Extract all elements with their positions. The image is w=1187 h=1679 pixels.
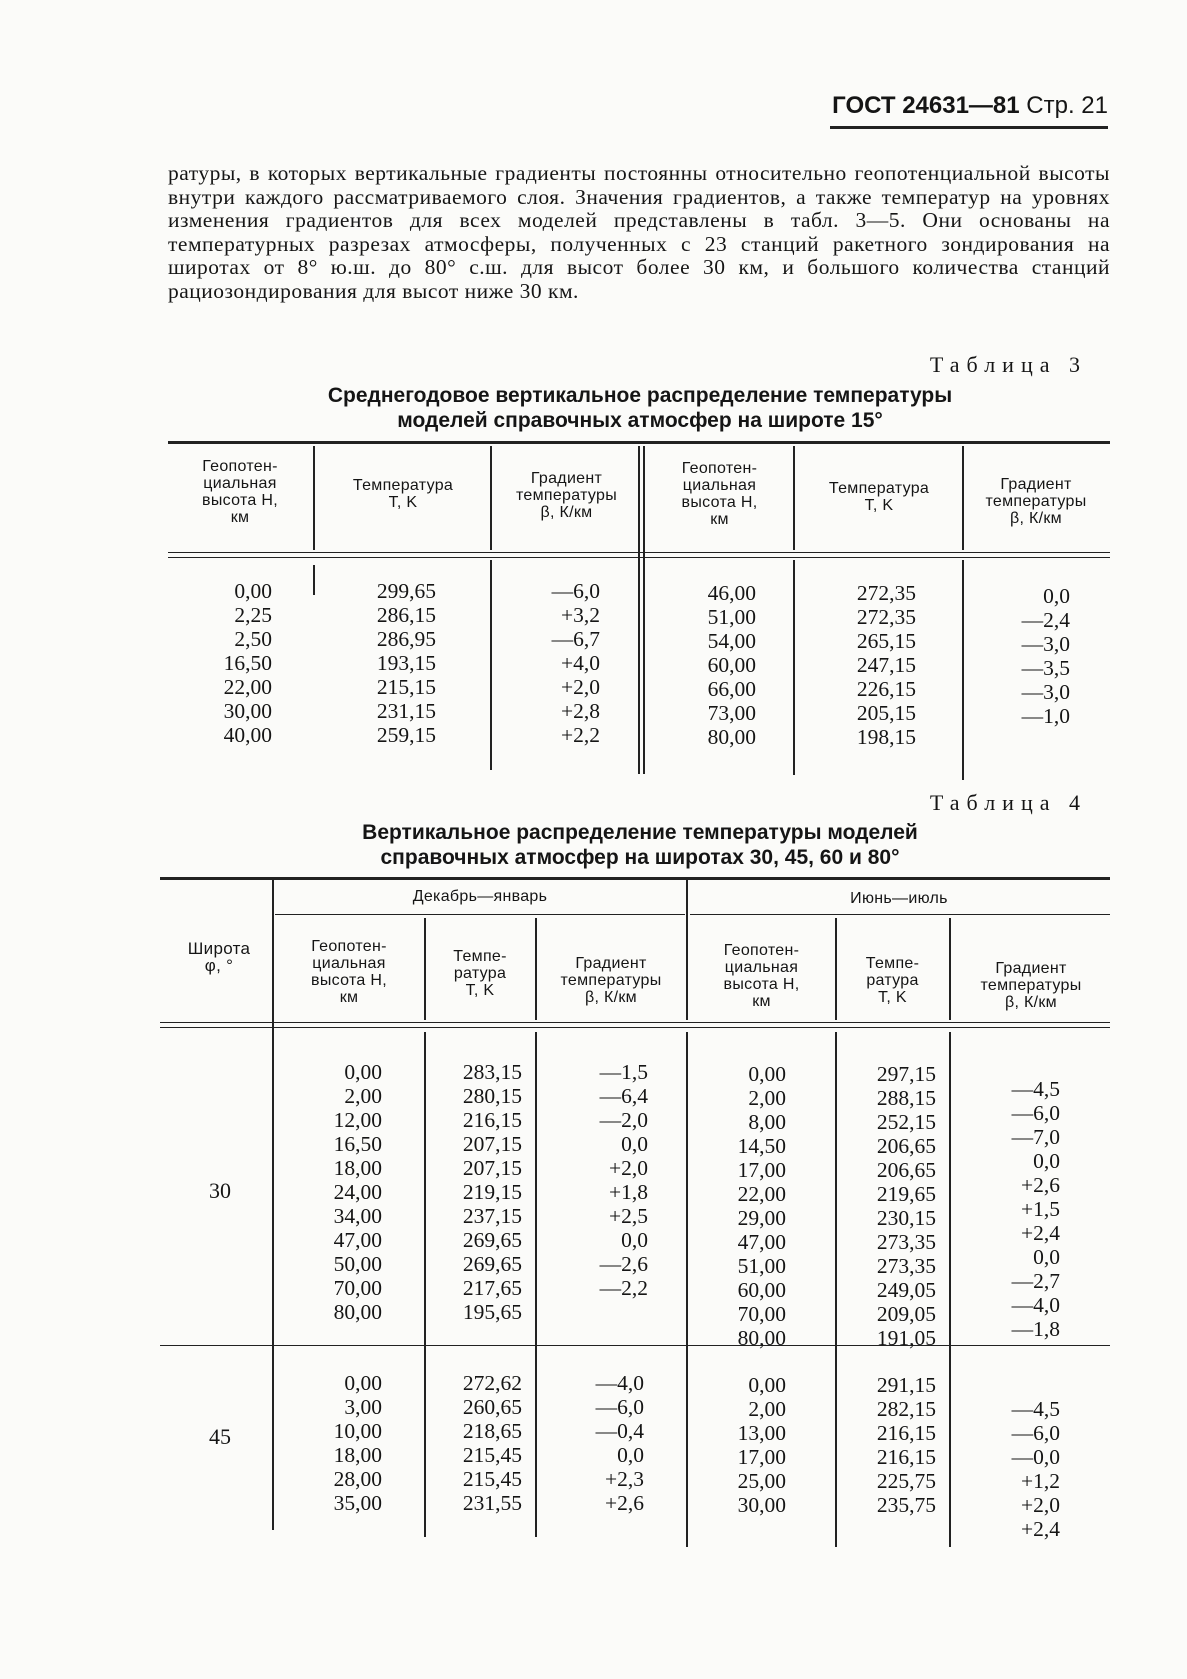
table-cell: 215,45 — [462, 1443, 522, 1467]
table-cell: 14,50 — [737, 1134, 786, 1158]
t4-g45-dj-temp — [430, 1371, 522, 1515]
table-cell: 54,00 — [707, 629, 756, 653]
t4-header-jun-jul: Июнь—июль — [850, 890, 948, 907]
t3-header-grad-left: Градиент температуры β, К/км — [515, 470, 618, 521]
t4-g45-jj-temp — [840, 1373, 936, 1517]
table-cell: 70,00 — [333, 1276, 382, 1300]
table-cell: —6,0 — [551, 579, 600, 603]
table-cell: +2,2 — [560, 723, 600, 747]
table-cell: 259,15 — [376, 723, 436, 747]
t3-header-height-left: Геопотен- циальная высота H, км — [202, 458, 278, 526]
table-cell: 10,00 — [333, 1419, 382, 1443]
table-cell: —3,5 — [1021, 656, 1070, 680]
table-cell: 8,00 — [748, 1110, 786, 1134]
t4-latitude-45: 45 — [209, 1424, 231, 1449]
table-cell: +4,0 — [560, 651, 600, 675]
table-cell: 283,15 — [462, 1060, 522, 1084]
table-cell: —4,5 — [1011, 1077, 1060, 1101]
table-cell: 46,00 — [707, 581, 756, 605]
table-cell: 269,65 — [462, 1252, 522, 1276]
table3-title-line2: моделей справочных атмосфер на широте 15° — [397, 409, 883, 432]
t4-g45-dj-height — [300, 1371, 382, 1515]
table-cell: —0,0 — [1011, 1445, 1060, 1469]
table-cell: +2,6 — [1020, 1173, 1060, 1197]
table-cell: 60,00 — [707, 653, 756, 677]
table-cell: —1,5 — [599, 1060, 648, 1084]
table-cell: +2,0 — [608, 1156, 648, 1180]
table-cell: 216,15 — [876, 1445, 936, 1469]
table-cell: 24,00 — [333, 1180, 382, 1204]
table-cell: +2,5 — [608, 1204, 648, 1228]
t3-header-height-right: Геопотен- циальная высота H, км — [681, 460, 758, 528]
table-cell: 291,15 — [876, 1373, 936, 1397]
t3-col-height-right — [660, 581, 756, 749]
table-cell: 2,50 — [234, 627, 272, 651]
table-cell: 22,00 — [223, 675, 272, 699]
t4-g30-dj-height — [300, 1060, 382, 1324]
table-cell: 297,15 — [876, 1062, 936, 1086]
table-cell: 28,00 — [333, 1467, 382, 1491]
table-cell: 29,00 — [737, 1206, 786, 1230]
t4-header-grad-dj: Градиент температуры β, К/км — [560, 955, 662, 1006]
table-cell: 0,00 — [748, 1062, 786, 1086]
table-cell: 80,00 — [707, 725, 756, 749]
table-cell: 0,0 — [1033, 1149, 1060, 1173]
table-cell: 247,15 — [856, 653, 916, 677]
table-cell: 17,00 — [737, 1445, 786, 1469]
table-cell: +2,8 — [560, 699, 600, 723]
table-cell: 272,35 — [856, 605, 916, 629]
table3-caption: Таблица 3 — [929, 352, 1087, 377]
table-cell: —4,5 — [1011, 1397, 1060, 1421]
page-number: Стр. 21 — [1026, 92, 1108, 119]
table-cell: 237,15 — [462, 1204, 522, 1228]
table-cell: 40,00 — [223, 723, 272, 747]
table-cell: 0,0 — [1033, 1245, 1060, 1269]
t3-header-grad-right: Градиент температуры β, К/км — [985, 476, 1087, 527]
t3-col-height-left — [180, 579, 272, 747]
table-cell: 231,15 — [376, 699, 436, 723]
table-cell: 70,00 — [737, 1302, 786, 1326]
table-cell: 216,15 — [462, 1108, 522, 1132]
table-cell: 47,00 — [737, 1230, 786, 1254]
table-cell: 3,00 — [344, 1395, 382, 1419]
table-cell: 280,15 — [462, 1084, 522, 1108]
table-cell: 30,00 — [223, 699, 272, 723]
t4-g45-jj-height — [700, 1373, 786, 1517]
table-cell: 0,00 — [344, 1060, 382, 1084]
table4-caption: Таблица 4 — [929, 790, 1087, 815]
table-cell: +1,2 — [1020, 1469, 1060, 1493]
table-cell: 2,00 — [748, 1086, 786, 1110]
table-cell: 80,00 — [333, 1300, 382, 1324]
table-cell: 73,00 — [707, 701, 756, 725]
table-cell: 260,65 — [462, 1395, 522, 1419]
table-cell: 0,0 — [621, 1228, 648, 1252]
table-cell: 18,00 — [333, 1156, 382, 1180]
table-cell: 273,35 — [876, 1230, 936, 1254]
table-cell: 288,15 — [876, 1086, 936, 1110]
table-cell: 235,75 — [876, 1493, 936, 1517]
table-cell: —7,0 — [1011, 1125, 1060, 1149]
table-cell: —6,0 — [595, 1395, 644, 1419]
table-cell: —6,4 — [599, 1084, 648, 1108]
table-cell: 2,00 — [344, 1084, 382, 1108]
t3-col-temp-right — [810, 581, 916, 749]
table-cell: 206,65 — [876, 1158, 936, 1182]
t4-g30-dj-temp — [430, 1060, 522, 1324]
table-cell: —6,7 — [551, 627, 600, 651]
table-cell: 282,15 — [876, 1397, 936, 1421]
table-cell: +1,5 — [1020, 1197, 1060, 1221]
table-cell: —3,0 — [1021, 632, 1070, 656]
table-cell: —3,0 — [1021, 680, 1070, 704]
table-cell: 16,50 — [333, 1132, 382, 1156]
t4-header-temp-jj: Темпе- ратура T, K — [865, 955, 920, 1006]
table-cell: 252,15 — [876, 1110, 936, 1134]
body-paragraph: ратуры, в которых вертикальные градиенты постоянны относительно геопотенциальной высоты внутри каждого рассматриваемого слоя. Значения градиентов, а также температур на уровнях изменения градиентов для всех моделей представлены в табл. 3—5. Они основаны на температурных разрезах атмосферы, полученных с 23 станций ракетного зондирования на широтах от 8° ю.ш. до 80° с.ш. для высот более 30 км, и большого количества станций рациозондирования для высот ниже 30 км. — [168, 161, 1110, 303]
t3-col-temp-left — [330, 579, 436, 747]
table-cell: 225,75 — [876, 1469, 936, 1493]
t4-header-dec-jan: Декабрь—январь — [412, 888, 548, 905]
table-cell: 272,35 — [856, 581, 916, 605]
table-cell: 217,65 — [462, 1276, 522, 1300]
table-cell: 209,05 — [876, 1302, 936, 1326]
table-cell: 219,65 — [876, 1182, 936, 1206]
table-cell: 215,45 — [462, 1467, 522, 1491]
table-cell: —1,8 — [1011, 1317, 1060, 1341]
t4-g30-jj-grad — [980, 1077, 1060, 1341]
table-cell: —2,7 — [1011, 1269, 1060, 1293]
table-cell: 231,55 — [462, 1491, 522, 1515]
table-cell: 0,0 — [1043, 584, 1070, 608]
table-cell: 35,00 — [333, 1491, 382, 1515]
table-cell: —1,0 — [1021, 704, 1070, 728]
table-cell: 60,00 — [737, 1278, 786, 1302]
table-cell: 0,0 — [621, 1132, 648, 1156]
table-cell: 12,00 — [333, 1108, 382, 1132]
table-cell: +2,6 — [604, 1491, 644, 1515]
table-cell: +2,0 — [560, 675, 600, 699]
t4-g45-dj-grad — [560, 1371, 644, 1515]
table-cell: 30,00 — [737, 1493, 786, 1517]
table-cell: 51,00 — [707, 605, 756, 629]
table-cell: +1,8 — [608, 1180, 648, 1204]
t4-header-grad-jj: Градиент температуры β, К/км — [980, 960, 1082, 1011]
table-cell: 0,00 — [234, 579, 272, 603]
table-cell: 205,15 — [856, 701, 916, 725]
table-cell: +3,2 — [560, 603, 600, 627]
table-cell: 17,00 — [737, 1158, 786, 1182]
table-cell: —2,0 — [599, 1108, 648, 1132]
t4-g30-jj-height — [700, 1062, 786, 1350]
table-cell: 230,15 — [876, 1206, 936, 1230]
table-cell: 265,15 — [856, 629, 916, 653]
table4-title-line1: Вертикальное распределение температуры моделей — [362, 821, 918, 844]
t3-col-grad-left — [520, 579, 600, 747]
table-cell: 218,65 — [462, 1419, 522, 1443]
table-cell: +2,4 — [1020, 1517, 1060, 1541]
table-cell: 273,35 — [876, 1254, 936, 1278]
page-header — [830, 92, 1108, 129]
table-cell: 198,15 — [856, 725, 916, 749]
t3-col-grad-right — [990, 584, 1070, 728]
table-cell: 269,65 — [462, 1228, 522, 1252]
table-cell: 47,00 — [333, 1228, 382, 1252]
t4-g30-dj-grad — [560, 1060, 648, 1300]
table-cell: 286,15 — [376, 603, 436, 627]
table-cell: 80,00 — [737, 1326, 786, 1350]
table-cell: 22,00 — [737, 1182, 786, 1206]
table-cell: 195,65 — [462, 1300, 522, 1324]
table-cell: +2,3 — [604, 1467, 644, 1491]
table-cell: 18,00 — [333, 1443, 382, 1467]
table-cell: —2,6 — [599, 1252, 648, 1276]
table-cell: 299,65 — [376, 579, 436, 603]
table-cell: 0,00 — [344, 1371, 382, 1395]
table-cell: 50,00 — [333, 1252, 382, 1276]
table-cell: —2,4 — [1021, 608, 1070, 632]
t3-header-temp-left: Температура T, K — [352, 477, 454, 511]
table-cell: 249,05 — [876, 1278, 936, 1302]
table-cell: 216,15 — [876, 1421, 936, 1445]
table-cell: 207,15 — [462, 1132, 522, 1156]
t4-header-latitude: Широта φ, ° — [187, 939, 251, 975]
table-cell: 0,00 — [748, 1373, 786, 1397]
table-cell: 51,00 — [737, 1254, 786, 1278]
table-cell: 16,50 — [223, 651, 272, 675]
table-cell: 2,25 — [234, 603, 272, 627]
table4-title — [170, 820, 1110, 870]
table-cell: 215,15 — [376, 675, 436, 699]
table-cell: 191,05 — [876, 1326, 936, 1350]
gost-number: ГОСТ 24631—81 — [832, 92, 1020, 119]
table-cell: 66,00 — [707, 677, 756, 701]
t4-latitude-30: 30 — [209, 1178, 231, 1203]
table4-title-line2: справочных атмосфер на широтах 30, 45, 60 и 80° — [380, 846, 900, 869]
t3-header-temp-right: Температура T, K — [828, 480, 930, 514]
t4-header-height-jj: Геопотен- циальная высота H, км — [723, 942, 800, 1010]
t4-header-temp-dj: Темпе- ратура T, K — [453, 948, 507, 999]
table-cell: —4,0 — [1011, 1293, 1060, 1317]
table-cell: 226,15 — [856, 677, 916, 701]
table-cell: +2,0 — [1020, 1493, 1060, 1517]
table-cell: 206,65 — [876, 1134, 936, 1158]
table-cell: 34,00 — [333, 1204, 382, 1228]
table-cell: 2,00 — [748, 1397, 786, 1421]
table-cell: 286,95 — [376, 627, 436, 651]
table-cell: +2,4 — [1020, 1221, 1060, 1245]
table-cell: —6,0 — [1011, 1421, 1060, 1445]
table-cell: 219,15 — [462, 1180, 522, 1204]
table-cell: —6,0 — [1011, 1101, 1060, 1125]
table-cell: —0,4 — [595, 1419, 644, 1443]
table-cell: 13,00 — [737, 1421, 786, 1445]
t4-g30-jj-temp — [840, 1062, 936, 1350]
t4-g45-jj-grad — [980, 1397, 1060, 1541]
table-cell: 0,0 — [617, 1443, 644, 1467]
table-cell: 207,15 — [462, 1156, 522, 1180]
table-cell: 193,15 — [376, 651, 436, 675]
table-cell: —4,0 — [595, 1371, 644, 1395]
table-cell: —2,2 — [599, 1276, 648, 1300]
table3-title-line1: Среднегодовое вертикальное распределение температуры — [327, 384, 953, 407]
table-cell: 25,00 — [737, 1469, 786, 1493]
table3-title — [170, 383, 1110, 433]
table-cell: 272,62 — [462, 1371, 522, 1395]
t4-header-height-dj: Геопотен- циальная высота H, км — [311, 938, 387, 1006]
